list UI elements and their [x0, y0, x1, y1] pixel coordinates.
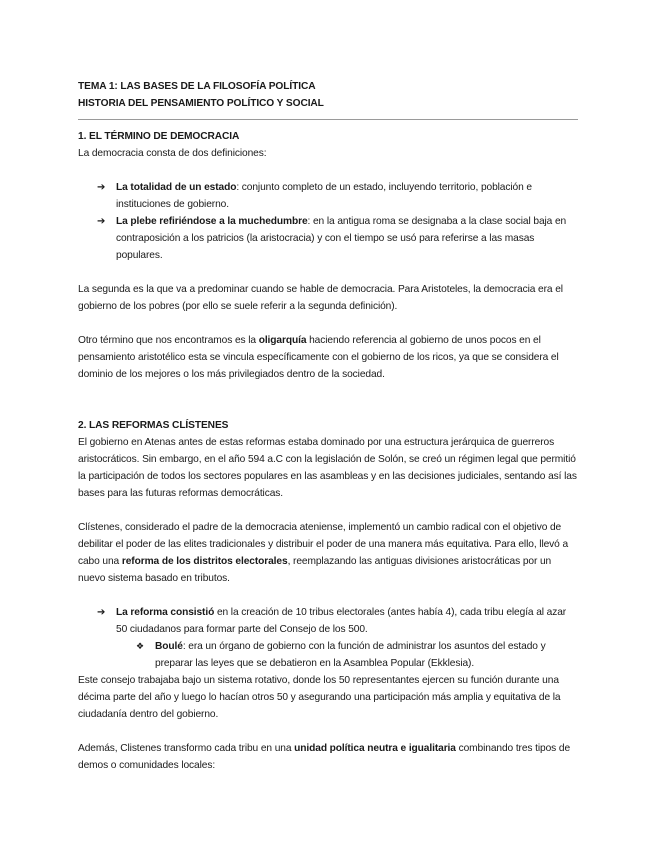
list-item: [78, 638, 578, 672]
bullet-text: : en la antigua roma se designaba a la clase social baja en contraposición a los patricios (la aristocracia) y con el tiempo se usó para referirse a las masas populares.: [116, 216, 567, 261]
arrow-icon: ➔: [97, 607, 106, 618]
bullet-bold: La reforma consistió: [116, 607, 215, 618]
bullet-text: : era un órgano de gobierno con la función de administrar los asuntos del estado y preparar las leyes que se debatieron en la Asamblea Popular (Ekklesia).: [155, 641, 546, 669]
list-item: [78, 179, 578, 213]
list-item: [78, 213, 578, 264]
header-divider: [78, 119, 578, 120]
header-title-line2: HISTORIA DEL PENSAMIENTO POLÍTICO Y SOCIAL: [78, 98, 324, 109]
section1-paragraph-2: Otro término que nos encontramos es la oligarquía haciendo referencia al gobierno de unos pocos en el pensamiento aristotélico esta se vincula específicamente con el gobierno de los ricos, ya que se considera el dominio de los mejores o los más privilegiados dentro de la sociedad.: [78, 335, 559, 380]
section2-paragraph-1: El gobierno en Atenas antes de estas reformas estaba dominado por una estructura jerárquica de guerreros aristocráticos. Sin embargo, en el año 594 a.C con la legislación de Solón, se creó un régimen legal que permitió la participación de todos los sectores populares en las asambleas y en las decisiones judiciales, sentando así las bases para las futuras reformas democráticas.: [78, 437, 577, 499]
arrow-icon: ➔: [97, 182, 106, 193]
section2-bullet-list: [78, 604, 578, 638]
section1-title: 1. EL TÉRMINO DE DEMOCRACIA: [78, 131, 240, 142]
section1-paragraph-1: La segunda es la que va a predominar cuando se hable de democracia. Para Aristoteles, la democracia era el gobierno de los pobres (por ello se suele referir a la segunda definición).: [78, 284, 563, 312]
document-page: [78, 78, 578, 774]
bullet-text: : conjunto completo de un estado, incluyendo territorio, población e instituciones de gobierno.: [116, 182, 532, 210]
section2-paragraph-4: Además, Clistenes transformo cada tribu en una unidad política neutra e igualitaria combinando tres tipos de demos o comunidades locales:: [78, 743, 571, 771]
section2-paragraph-2: Clístenes, considerado el padre de la democracia ateniense, implementó un cambio radical con el objetivo de debilitar el poder de las elites tradicionales y distribuir el poder de una manera más equitativa. Para ello, llevó a cabo una reforma de los distritos electorales, reemplazando las antiguas divisiones aristocráticas por un nuevo sistema basado en tributos.: [78, 522, 569, 584]
arrow-icon: ➔: [97, 216, 106, 227]
bullet-bold: La plebe refiriéndose a la muchedumbre: [116, 216, 308, 227]
bullet-bold: La totalidad de un estado: [116, 182, 237, 193]
diamond-bullet-icon: ❖: [136, 641, 144, 651]
term-reforma-distritos: reforma de los distritos electorales: [121, 556, 288, 567]
list-item: [78, 604, 578, 638]
term-unidad-politica: unidad política neutra e igualitaria: [294, 743, 456, 754]
term-oligarquia: oligarquía: [258, 335, 307, 346]
section1-intro: La democracia consta de dos definiciones:: [78, 148, 267, 159]
section2-title: 2. LAS REFORMAS CLÍSTENES: [78, 420, 229, 431]
section1-bullet-list: [78, 179, 578, 264]
bullet-text: en la creación de 10 tribus electorales (antes había 4), cada tribu elegía al azar 50 ciudadanos para formar parte del Consejo de los 500.: [116, 607, 567, 635]
section2-paragraph-3: Este consejo trabajaba bajo un sistema rotativo, donde los 50 representantes ejercen su función durante una décima parte del año y luego lo hacían otros 50 y asegurando una participación más amplia y equitativa de la ciudadanía dentro del gobierno.: [78, 675, 561, 720]
section2-sub-bullet-list: [78, 638, 578, 672]
header-title-line1: TEMA 1: LAS BASES DE LA FILOSOFÍA POLÍTICA: [78, 81, 316, 92]
bullet-bold: Boulé: [155, 641, 183, 652]
